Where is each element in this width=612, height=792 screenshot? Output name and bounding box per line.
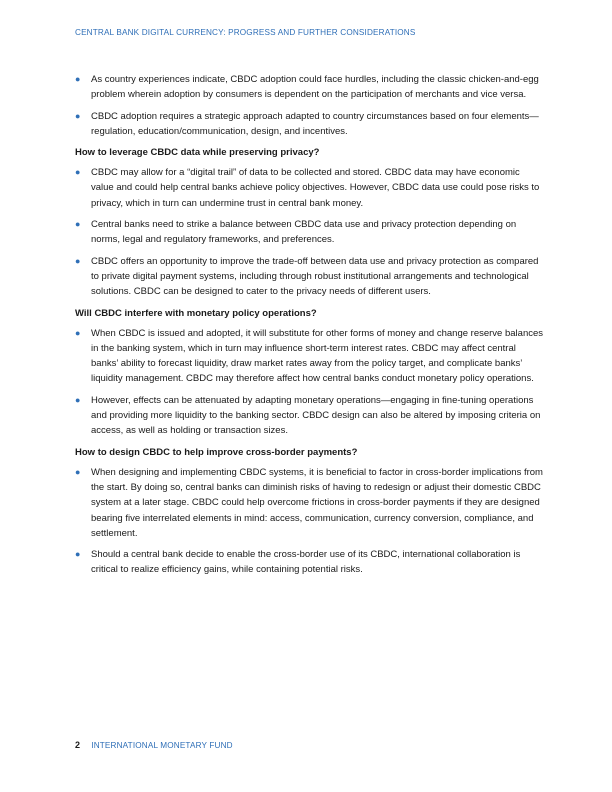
bullet-text: When CBDC is issued and adopted, it will substitute for other forms of money and change reserve balances in the banking system, which in turn may influence short-term interest rates. CBDC may affect central banks’ ability to forecast liquidity, draw market rates away from the policy target, and complicate banks’ liquidity management. CBDC may therefore affect how central banks conduct monetary policy operations.	[91, 327, 544, 385]
bullet-text: As country experiences indicate, CBDC adoption could face hurdles, including the classic chicken-and-egg problem wherein adoption by consumers is dependent on the participation of merchants and vice versa.	[91, 74, 539, 101]
section-privacy	[75, 145, 543, 299]
list-item	[75, 547, 543, 578]
list-item	[75, 393, 543, 439]
footer-organization: INTERNATIONAL MONETARY FUND	[91, 741, 233, 750]
bullet-dot-icon: ●	[75, 110, 81, 121]
section-heading: How to leverage CBDC data while preserving privacy?	[75, 147, 320, 159]
list-item	[75, 72, 543, 103]
list-item	[75, 254, 543, 300]
section-monetary-policy	[75, 306, 543, 439]
privacy-bullet-list	[75, 165, 543, 299]
bullet-text: CBDC offers an opportunity to improve the trade-off between data use and privacy protection as compared to private digital payment systems, including through robust institutional arrangements and technological solutions. CBDC can be designed to cater to the privacy needs of different users.	[91, 255, 539, 298]
bullet-dot-icon: ●	[75, 167, 81, 178]
page-footer	[75, 740, 233, 750]
bullet-dot-icon: ●	[75, 255, 81, 266]
bullet-dot-icon: ●	[75, 327, 81, 338]
bullet-text: Central banks need to strike a balance between CBDC data use and privacy protection depending on norms, legal and regulatory frameworks, and preferences.	[91, 219, 517, 246]
list-item	[75, 217, 543, 248]
page-number: 2	[75, 740, 81, 750]
bullet-dot-icon: ●	[75, 466, 81, 477]
bullet-dot-icon: ●	[75, 549, 81, 560]
running-header: CENTRAL BANK DIGITAL CURRENCY: PROGRESS AND FURTHER CONSIDERATIONS	[75, 28, 416, 37]
intro-bullet-list	[75, 72, 543, 139]
cross-border-bullet-list	[75, 465, 543, 578]
bullet-dot-icon: ●	[75, 74, 81, 84]
bullet-text: However, effects can be attenuated by adapting monetary operations—engaging in fine-tuning operations and providing more liquidity to the banking sector. CBDC design can also be altered by imposing criteria on access, as well as holding or transaction sizes.	[91, 394, 541, 437]
bullet-dot-icon: ●	[75, 219, 81, 230]
monetary-policy-bullet-list	[75, 326, 543, 439]
bullet-text: CBDC adoption requires a strategic approach adapted to country circumstances based on four elements—regulation, education/communication, design, and incentives.	[91, 110, 539, 137]
section-heading: Will CBDC interfere with monetary policy operations?	[75, 307, 317, 319]
bullet-text: Should a central bank decide to enable the cross-border use of its CBDC, international collaboration is critical to realize efficiency gains, while containing potential risks.	[91, 549, 521, 576]
document-body	[75, 72, 543, 584]
section-heading: How to design CBDC to help improve cross-border payments?	[75, 446, 358, 458]
list-item	[75, 465, 543, 541]
section-cross-border	[75, 445, 543, 578]
list-item	[75, 109, 543, 140]
bullet-dot-icon: ●	[75, 394, 81, 405]
list-item	[75, 165, 543, 211]
list-item	[75, 326, 543, 387]
bullet-text: CBDC may allow for a “digital trail” of data to be collected and stored. CBDC data may have economic value and could help central banks achieve policy objectives. However, CBDC data use could pose risks to privacy, which in turn can undermine trust in central bank money.	[91, 167, 540, 209]
bullet-text: When designing and implementing CBDC systems, it is beneficial to factor in cross-border implications from the start. By doing so, central banks can diminish risks of having to redesign or adjust their domestic CBDC system at a later stage. CBDC could help overcome frictions in cross-border payments if they are designed bearing five interrelated elements in mind: access, communication, currency conversion, compliance, and settlement.	[91, 466, 543, 539]
